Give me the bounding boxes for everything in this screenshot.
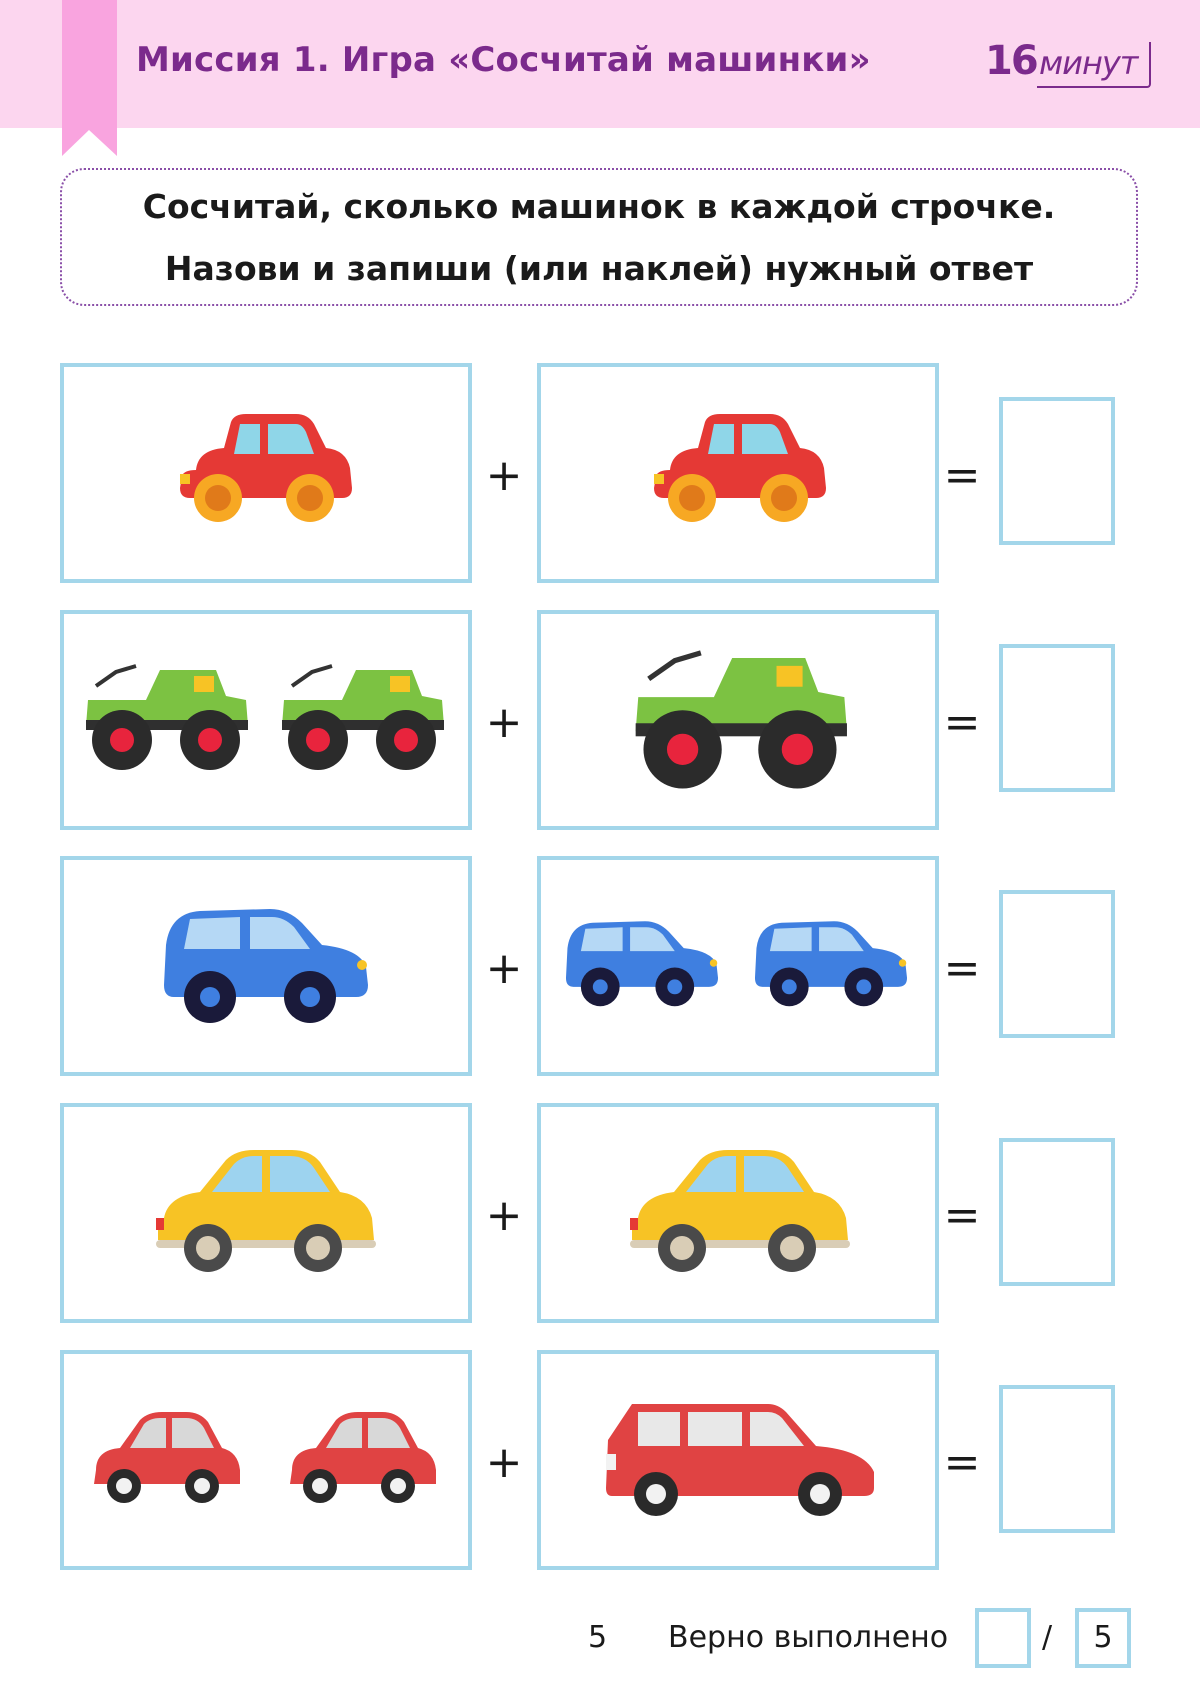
score-slash: / [1042,1620,1053,1655]
blue-car-icon [563,918,721,1008]
page-title: Миссия 1. Игра «Сосчитай машинки» [136,40,871,80]
green-monster-truck-icon [272,660,452,775]
page-number: 5 [588,1620,608,1655]
instruction-box [60,168,1138,306]
blue-car-icon [160,905,372,1025]
row-2-answer-box[interactable] [999,644,1115,792]
score-input-box[interactable] [975,1608,1031,1668]
red-hatchback-icon [286,1410,438,1510]
row-5-equals: = [943,1437,981,1488]
red-car-icon [650,410,828,525]
logo-book-frame-icon [1037,42,1151,88]
red-wagon-car-icon [602,1400,878,1520]
bookmark-ribbon-icon [62,0,117,156]
row-3-plus: + [485,943,523,994]
green-monster-truck-icon [620,645,860,795]
row-3-equals: = [943,943,981,994]
row-3-answer-box[interactable] [999,890,1115,1038]
row-1-plus: + [485,450,523,501]
yellow-car-icon [150,1148,380,1278]
instruction-line-2: Назови и запиши (или наклей) нужный ответ [164,249,1034,288]
row-5-plus: + [485,1437,523,1488]
row-2-plus: + [485,697,523,748]
row-5-answer-box[interactable] [999,1385,1115,1533]
score-label: Верно выполнено [668,1620,949,1655]
row-4-plus: + [485,1190,523,1241]
row-4-answer-box[interactable] [999,1138,1115,1286]
instruction-line-1: Сосчитай, сколько машинок в каждой строчке. [142,187,1056,226]
row-1-answer-box[interactable] [999,397,1115,545]
row-2-equals: = [943,697,981,748]
green-monster-truck-icon [76,660,256,775]
logo-number: 16 [985,38,1037,84]
yellow-car-icon [624,1148,854,1278]
blue-car-icon [752,918,910,1008]
logo-word: минут [1039,44,1138,82]
row-4-equals: = [943,1190,981,1241]
row-1-equals: = [943,450,981,501]
score-total: 5 [1075,1608,1131,1668]
red-hatchback-icon [90,1410,242,1510]
logo [985,36,1170,100]
red-car-icon [176,410,354,525]
